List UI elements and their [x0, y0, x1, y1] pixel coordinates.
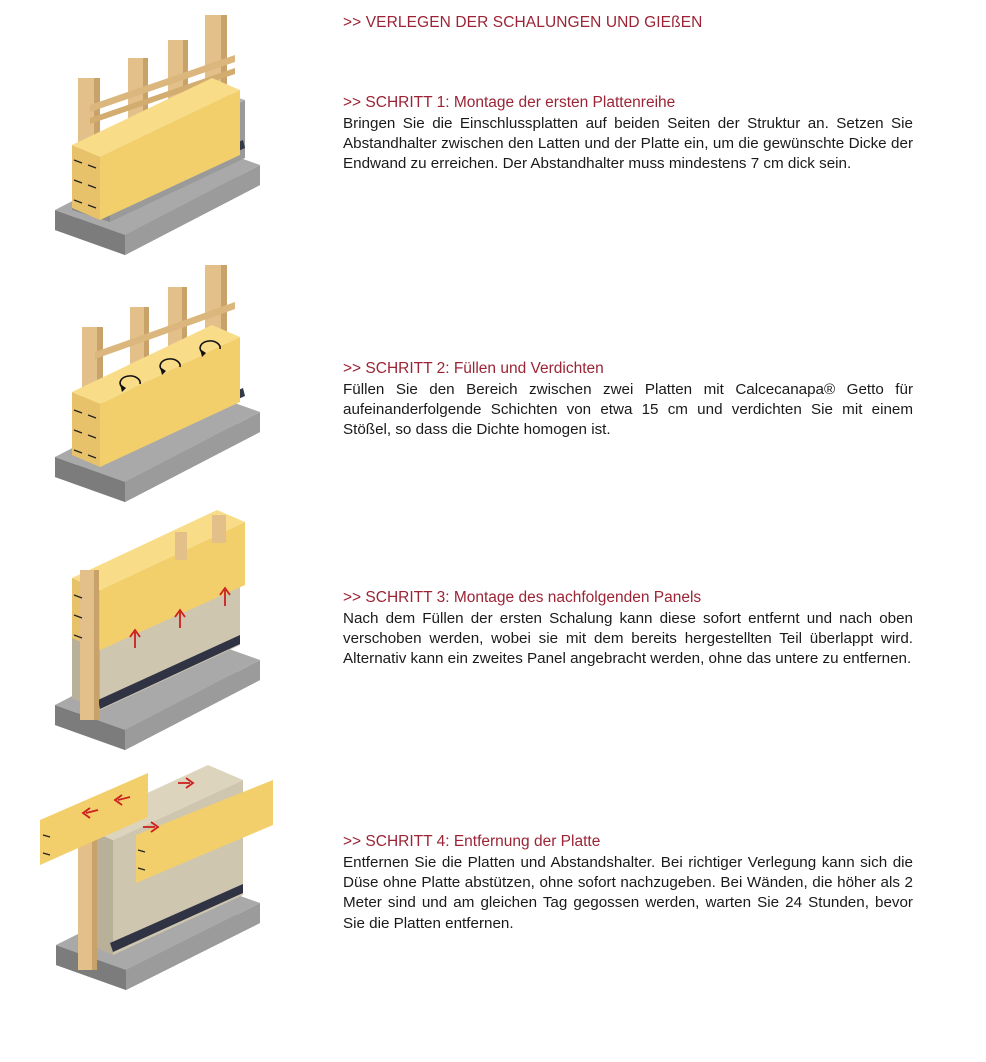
step-1: [343, 94, 943, 175]
step-text: Füllen Sie den Bereich zwischen zwei Platten mit Calcecanapa® Getto für aufeinanderfolgende Schichten von etwa 15 cm und verdichten Sie mit einem Stößel, so dass die Dichte homogen ist.: [343, 381, 913, 439]
step-text: Bringen Sie die Einschlussplatten auf beiden Seiten der Struktur an. Setzen Sie Abstandhalter zwischen den Latten und der Platte ein, um die gewünschte Dicke der Endwand zu erreichen. Der Abstandhalter muss mindestens 7 cm dick sein.: [343, 115, 913, 173]
step-text: Nach dem Füllen der ersten Schalung kann diese sofort entfernt und nach oben verschoben werden, wobei sie mit dem bereits hergestellten Teil überlappt wird. Alternativ kann ein zweites Panel angebracht werden, ohne das untere zu entfernen.: [343, 610, 913, 668]
step-1-illustration: [50, 10, 280, 260]
step-3-illustration: [50, 510, 280, 755]
step-title: >> SCHRITT 4: Entfernung der Platte: [343, 833, 601, 850]
step-title: >> SCHRITT 2: Füllen und Verdichten: [343, 360, 604, 377]
step-3: [343, 589, 943, 670]
step-4: [343, 833, 943, 934]
step-text: Entfernen Sie die Platten und Abstandshalter. Bei richtiger Verlegung kann sich die Düse ohne Platte abstützen, ohne sofort nachzugeben. Bei Wänden, die höher als 2 Meter sind und am gleichen Tag gegossen werden, warten Sie 24 Stunden, bevor Sie die Platten entfernen.: [343, 854, 913, 932]
step-title: >> SCHRITT 3: Montage des nachfolgenden Panels: [343, 589, 702, 606]
step-2: [343, 360, 943, 441]
page-heading: >> VERLEGEN DER SCHALUNGEN UND GIEßEN: [343, 14, 703, 31]
step-2-illustration: [50, 262, 280, 507]
step-title: >> SCHRITT 1: Montage der ersten Plattenreihe: [343, 94, 676, 111]
step-4-illustration: [38, 765, 278, 995]
